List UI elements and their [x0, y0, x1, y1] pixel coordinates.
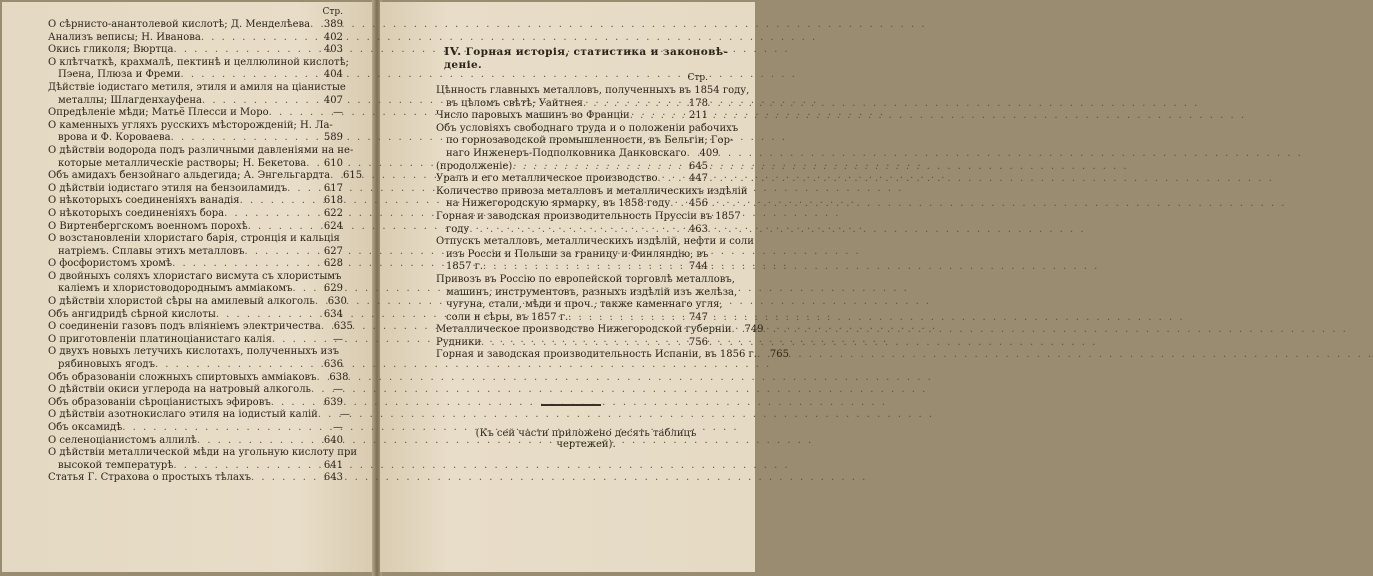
- toc-entry: [48, 472, 343, 485]
- toc-entry-page: 617: [323, 182, 343, 194]
- dot-leader: [583, 98, 682, 111]
- toc-entry-title: врова и Ф. Короваева: [58, 132, 171, 144]
- dot-leader: [293, 283, 317, 296]
- toc-entry-row: [436, 161, 708, 174]
- toc-entry-title: Опредѣленіе мѣди; Матьё Плесси и Моро: [48, 107, 269, 119]
- dot-leader: [216, 309, 317, 322]
- dot-leader: [670, 198, 682, 211]
- toc-entry-row: [48, 258, 343, 271]
- toc-entry-page: 645: [688, 160, 708, 172]
- toc-entry-line: О двойныхъ соляхъ хлористаго висмута съ хлористымъ: [48, 270, 342, 282]
- toc-entry-page: 622: [323, 207, 343, 219]
- dot-leader: [155, 359, 317, 372]
- toc-entry: [48, 258, 343, 271]
- toc-entry-page: 765: [769, 349, 789, 361]
- toc-entry-title: О нѣкоторыхъ соединеніяхъ бора: [48, 207, 225, 219]
- toc-entry-row: [436, 324, 764, 337]
- toc-entry-row: [48, 44, 343, 57]
- toc-entry-line: Привозъ въ Россію по европейской торговлѣ металловъ,: [436, 273, 735, 285]
- toc-entry-title: въ цѣломъ свѣтѣ; Уайтнея: [446, 97, 583, 109]
- toc-entry: [48, 371, 349, 385]
- section-title: [444, 44, 729, 72]
- toc-entry-row: [48, 334, 343, 347]
- dot-leader: [173, 44, 317, 57]
- toc-entry-row: [48, 69, 343, 82]
- right-page-column-header: Стр.: [687, 73, 708, 83]
- toc-entry-title: металлы; Шлагденхауфена: [58, 94, 202, 106]
- toc-entry-page: 211: [688, 110, 708, 122]
- toc-entry: [48, 271, 343, 296]
- toc-entry-line: О каменныхъ угляхъ русскихъ мѣсторожденій; Н. Ла-: [48, 119, 333, 131]
- toc-entry-page: 178: [688, 97, 708, 109]
- appendix-note: (Къ сей части приложено десять таблицъ чертежей).: [475, 428, 697, 450]
- toc-entry-line: О двухъ новыхъ летучихъ кислотахъ, полученныхъ изъ: [48, 346, 339, 358]
- toc-entry-page: 630: [327, 296, 347, 308]
- toc-entry: [436, 110, 708, 123]
- toc-entry-title: 1857 г.: [446, 261, 484, 273]
- toc-entry: [48, 233, 343, 258]
- dot-leader: [224, 208, 317, 221]
- toc-entry: [436, 349, 789, 362]
- toc-entry-title: рябиновыхъ ягодъ: [58, 359, 155, 371]
- left-page-column-header: Стр.: [322, 7, 343, 17]
- dot-leader: [202, 95, 317, 108]
- toc-entry-line: Дѣйствіе іодистаго метиля, этиля и амиля на ціанистые: [48, 81, 346, 93]
- dot-leader: [122, 422, 317, 435]
- toc-entry: [48, 81, 346, 107]
- toc-entry-page: 624: [323, 220, 343, 232]
- toc-entry: [48, 309, 343, 322]
- toc-entry-title: Объ ангидридѣ сѣрной кислоты: [48, 308, 216, 320]
- toc-entry: [436, 185, 748, 211]
- toc-entry-page: 615: [343, 170, 363, 182]
- toc-entry-title: натріемъ. Сплавы этихъ металловъ: [58, 245, 245, 257]
- toc-entry-line: Количество привоза металловъ и металлическихъ издѣлій: [436, 185, 748, 197]
- toc-entry: [48, 221, 343, 234]
- dot-leader: [272, 334, 317, 347]
- section-number: IV.: [444, 44, 462, 58]
- toc-entry-title: О сѣрнисто-анантолевой кислотѣ; Д. Менделѣева: [48, 19, 311, 30]
- toc-entry: [48, 32, 343, 45]
- toc-entry: [48, 321, 353, 334]
- toc-entry-title: О дѣйствіи іодистаго этиля на бензоиламидъ: [48, 182, 288, 194]
- toc-entry: [436, 236, 754, 274]
- right-toc-entries: [436, 85, 789, 362]
- toc-entry-line: Цѣнность главныхъ металловъ, полученныхъ въ 1854 году,: [436, 85, 750, 96]
- toc-entry: [48, 19, 343, 32]
- toc-entry: [48, 120, 343, 145]
- toc-entry-row: [48, 195, 343, 208]
- toc-entry: [436, 85, 750, 110]
- toc-entry-row: [48, 221, 343, 234]
- divider-rule: [541, 404, 601, 406]
- dot-leader: [181, 69, 317, 82]
- toc-entry-row: [48, 95, 343, 108]
- toc-entry-row: [436, 312, 708, 325]
- toc-entry-title: О дѣйствіи хлористой сѣры на амилевый алкоголь: [48, 296, 315, 308]
- toc-entry-line: Объ условіяхъ свободнаго труда и о положеніи рабочихъ: [436, 122, 739, 134]
- toc-entry-row: [436, 147, 719, 161]
- toc-entry-page: —: [333, 333, 343, 345]
- toc-entry-title: Число паровыхъ машинъ во Франціи: [436, 110, 630, 122]
- dot-leader: [172, 258, 317, 271]
- section-title-line-2: деніе.: [444, 59, 483, 71]
- toc-entry-row: [48, 296, 347, 309]
- dot-leader: [201, 32, 317, 45]
- dot-leader: [173, 460, 317, 473]
- dot-leader: [269, 107, 317, 120]
- toc-entry-title: каліемъ и хлористоводороднымъ амміакомъ: [58, 283, 293, 295]
- right-toc: [436, 72, 789, 362]
- toc-entry-row: [436, 173, 708, 186]
- toc-entry-page: 403: [323, 44, 343, 56]
- toc-entry-title: Объ образованіи сложныхъ спиртовыхъ амміаковъ: [48, 371, 317, 383]
- toc-entry-page: 409: [699, 147, 719, 159]
- dot-leader: [483, 261, 682, 274]
- toc-entry-title: О дѣйствіи окиси углерода на натровый алкоголь: [48, 384, 311, 396]
- toc-entry: [48, 195, 343, 208]
- toc-entry: [48, 384, 343, 397]
- toc-entry-title: которые металлическіе растворы; Н. Бекетова: [58, 157, 307, 169]
- toc-entry-row: [48, 283, 343, 296]
- toc-entry-title: О фосфористомъ хромѣ: [48, 258, 173, 270]
- dot-leader: [271, 397, 317, 410]
- toc-entry-line: изъ Россіи и Польши за границу и Финляндію, въ: [446, 248, 709, 260]
- toc-entry-title: Статья Г. Страхова о простыхъ тѣлахъ: [48, 472, 252, 484]
- toc-entry-page: —: [339, 409, 350, 421]
- toc-entry-row: [436, 110, 708, 123]
- toc-entry-page: 634: [323, 308, 343, 320]
- dot-leader: [568, 312, 682, 325]
- toc-entry-title: Пэена, Плюза и Фреми: [58, 69, 181, 81]
- toc-entry: [436, 324, 764, 337]
- toc-entry-page: 627: [323, 245, 343, 257]
- dot-leader: [244, 246, 317, 259]
- toc-entry-title: О соединеніи газовъ подъ вліяніемъ электричества: [48, 321, 321, 333]
- toc-entry: [436, 337, 708, 350]
- toc-entry-line: О возстановленіи хлористаго барія, стронція и кальція: [48, 233, 340, 245]
- toc-entry-row: [48, 422, 343, 435]
- toc-entry-row: [436, 337, 708, 350]
- toc-entry-row: [48, 321, 353, 334]
- toc-entry-title: Металлическое производство Нижегородской губерніи: [436, 324, 732, 336]
- dot-leader: [512, 161, 682, 174]
- toc-entry-title: Объ амидахъ бензойнаго альдегида; А. Энгельгардта: [48, 170, 331, 182]
- toc-entry-row: [48, 435, 343, 448]
- toc-entry-page: 638: [329, 371, 349, 383]
- dot-leader: [630, 110, 682, 123]
- toc-entry-line: Горная и заводская производительность Пруссіи въ 1857: [436, 210, 741, 222]
- toc-entry-row: [48, 384, 343, 397]
- section-title-line-1: [444, 44, 729, 59]
- dot-leader: [658, 173, 682, 186]
- toc-entry-line: Отпускъ металловъ, металлическихъ издѣлій, нефти и соли: [436, 236, 754, 248]
- toc-entry-row: [48, 170, 363, 183]
- toc-entry-title: соли и сѣры, въ 1857 г.: [446, 311, 569, 323]
- toc-entry: [48, 447, 358, 472]
- toc-entry: [436, 273, 738, 324]
- toc-entry-row: [48, 208, 343, 221]
- toc-entry-row: [48, 183, 343, 196]
- toc-entry-page: 402: [323, 31, 343, 43]
- dot-leader: [469, 224, 682, 237]
- toc-entry-page: 643: [323, 472, 343, 484]
- toc-entry-page: 628: [323, 258, 343, 270]
- toc-entry-row: [48, 132, 343, 145]
- toc-entry-page: —: [333, 107, 343, 119]
- toc-entry: [48, 346, 343, 371]
- toc-entry-row: [436, 198, 708, 211]
- toc-entry-page: 589: [323, 132, 343, 144]
- toc-entry-page: 636: [323, 359, 343, 371]
- toc-entry-page: 756: [688, 336, 708, 348]
- toc-entry-line: О клѣтчаткѣ, крахмалѣ, пектинѣ и целлюлиной кислотѣ;: [48, 56, 349, 68]
- toc-entry-page: 610: [323, 157, 343, 169]
- toc-entry-page: 747: [688, 311, 708, 323]
- toc-entry-row: [48, 107, 343, 120]
- dot-leader: [306, 158, 317, 171]
- left-toc: [48, 6, 363, 485]
- toc-entry-row: [48, 158, 343, 171]
- toc-entry-page: 744: [688, 261, 708, 273]
- toc-entry-page: 456: [688, 198, 708, 210]
- dot-leader: [481, 337, 682, 350]
- toc-entry-row: [48, 472, 343, 485]
- toc-entry: [48, 296, 347, 309]
- toc-entry: [436, 161, 708, 174]
- toc-entry-row: [48, 409, 350, 422]
- toc-entry-page: —: [333, 422, 343, 433]
- toc-entry-title: Уралъ и его металлическое производство: [436, 173, 658, 185]
- toc-entry-line: машинъ, инструментовъ, разныхъ издѣлій изъ желѣза,: [446, 286, 738, 298]
- left-toc-entries: [48, 19, 363, 485]
- toc-entry-title: наго Инженеръ-Подполковника Данковскаго: [446, 147, 687, 159]
- toc-entry: [436, 210, 741, 236]
- toc-entry-title: Горная и заводская производительность Испаніи, въ 1856 г.: [436, 349, 757, 361]
- dot-leader: [240, 195, 317, 208]
- toc-entry: [436, 173, 708, 186]
- toc-entry: [48, 144, 354, 170]
- toc-entry-title: высокой температурѣ: [58, 459, 174, 471]
- toc-entry-page: —: [333, 384, 343, 396]
- toc-entry-title: Объ оксамидѣ: [48, 422, 123, 433]
- toc-entry-title: О нѣкоторыхъ соединеніяхъ ванадія: [48, 195, 240, 207]
- toc-entry-title: О Виртенбергскомъ военномъ порохѣ: [48, 220, 248, 232]
- toc-entry-page: 447: [688, 173, 708, 185]
- toc-entry-row: [48, 309, 343, 322]
- toc-entry: [48, 183, 343, 196]
- toc-entry-page: 618: [323, 195, 343, 207]
- dot-leader: [287, 183, 317, 196]
- section-title-text: Горная исторія, статистика и законовѣ-: [465, 46, 729, 58]
- toc-entry-page: 407: [323, 94, 343, 106]
- toc-entry: [48, 208, 343, 221]
- toc-entry: [48, 334, 343, 347]
- toc-entry-row: [436, 261, 708, 274]
- toc-entry-row: [436, 98, 708, 111]
- toc-entry-title: Анализъ веписы; Н. Иванова: [48, 31, 201, 43]
- toc-entry-title: О приготовленіи платиноціанистаго калія: [48, 333, 272, 345]
- toc-entry-title: Окись гликоля; Вюртца: [48, 44, 174, 56]
- toc-entry: [48, 422, 343, 435]
- toc-entry-row: [48, 397, 343, 410]
- toc-entry: [48, 107, 343, 120]
- toc-entry-row: [48, 371, 349, 385]
- toc-entry-page: 389: [323, 19, 343, 30]
- toc-entry-title: (продолженіе): [436, 160, 513, 172]
- toc-entry: [48, 435, 343, 448]
- toc-entry-page: 463: [688, 223, 708, 235]
- toc-entry-line: О дѣйствіи металлической мѣди на угольную кислоту при: [48, 447, 358, 459]
- dot-leader: [310, 19, 317, 32]
- toc-entry-title: Рудники: [436, 336, 482, 348]
- toc-entry-title: Объ образованіи сѣроціанистыхъ эфировъ: [48, 396, 271, 408]
- toc-entry-line: О дѣйствіи водорода подъ различными давленіями на не-: [48, 144, 354, 156]
- toc-entry: [48, 409, 350, 422]
- toc-entry-page: 404: [323, 69, 343, 81]
- toc-entry: [48, 397, 343, 410]
- toc-entry-row: [48, 19, 343, 32]
- toc-entry-page: 640: [323, 434, 343, 446]
- toc-entry-line: чугуна, стали, мѣди и проч., также каменнаго угля,: [446, 299, 723, 311]
- toc-entry-row: [48, 460, 343, 473]
- dot-leader: [197, 435, 317, 448]
- toc-entry-page: 629: [323, 283, 343, 295]
- toc-entry-title: на Нижегородскую ярмарку, въ 1858 году: [446, 198, 671, 210]
- toc-entry-page: 641: [323, 459, 343, 471]
- toc-entry-row: [48, 359, 343, 372]
- toc-entry-page: 639: [323, 396, 343, 408]
- toc-entry-title: О дѣйствіи азотнокислаго этиля на іодистый калій: [48, 409, 318, 421]
- toc-entry: [48, 44, 343, 57]
- toc-entry-row: [48, 246, 343, 259]
- dot-leader: [248, 221, 317, 234]
- toc-entry-line: по горнозаводской промышленности, въ Бельгіи; Гор-: [446, 135, 734, 147]
- toc-entry: [436, 122, 739, 161]
- toc-entry-row: [48, 32, 343, 45]
- toc-entry-row: [436, 224, 708, 237]
- toc-entry-title: году: [446, 223, 470, 235]
- toc-entry-page: 635: [333, 321, 353, 333]
- toc-entry-title: О селеноціанистомъ аллилѣ: [48, 434, 197, 446]
- dot-leader: [251, 472, 317, 485]
- toc-entry-row: [436, 349, 789, 362]
- toc-entry: [48, 170, 363, 183]
- toc-entry-page: 749: [744, 324, 764, 336]
- toc-entry: [48, 56, 349, 82]
- dot-leader: [171, 132, 317, 145]
